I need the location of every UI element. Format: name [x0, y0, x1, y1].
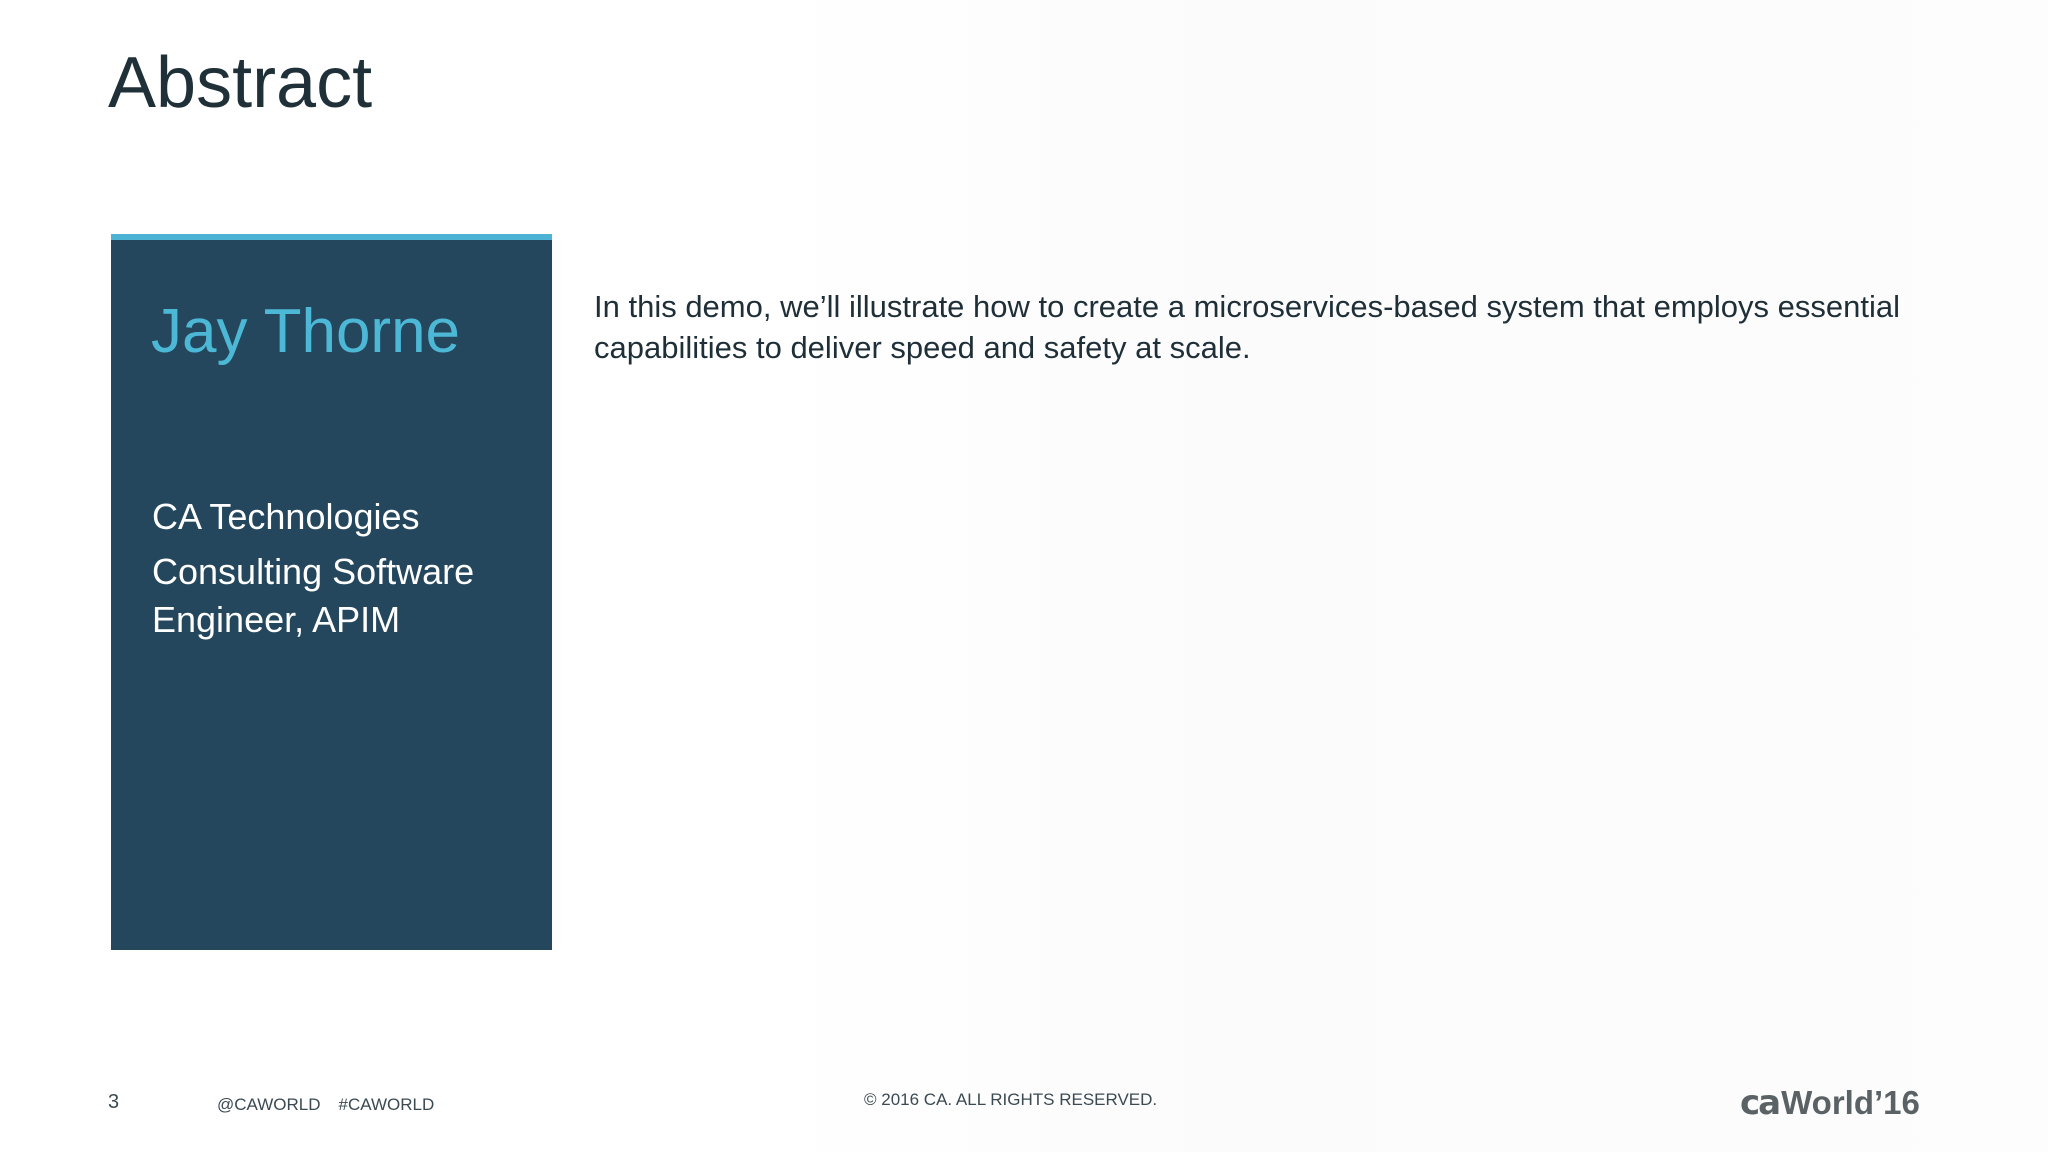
slide-title: Abstract: [108, 43, 373, 123]
social-tags: [217, 1096, 434, 1113]
logo-year: ’16: [1874, 1084, 1920, 1121]
logo-world: World: [1781, 1084, 1874, 1121]
speaker-card: [111, 234, 552, 950]
page-number: 3: [108, 1091, 120, 1113]
social-hashtag: #CAWORLD: [338, 1095, 435, 1114]
abstract-text: In this demo, we’ll illustrate how to create a microservices-based system that employs essential capabilities to deliver speed and safety at scale.: [594, 289, 1900, 366]
speaker-company: CA Technologies: [152, 496, 420, 537]
copyright-notice: © 2016 CA. ALL RIGHTS RESERVED.: [864, 1090, 1158, 1109]
speaker-role: Consulting Software Engineer, APIM: [152, 551, 475, 641]
speaker-name: Jay Thorne: [151, 297, 461, 366]
logo-ca: ca: [1740, 1083, 1780, 1123]
ca-world-logo: [1740, 1083, 1920, 1126]
social-handle: @CAWORLD: [217, 1095, 321, 1114]
